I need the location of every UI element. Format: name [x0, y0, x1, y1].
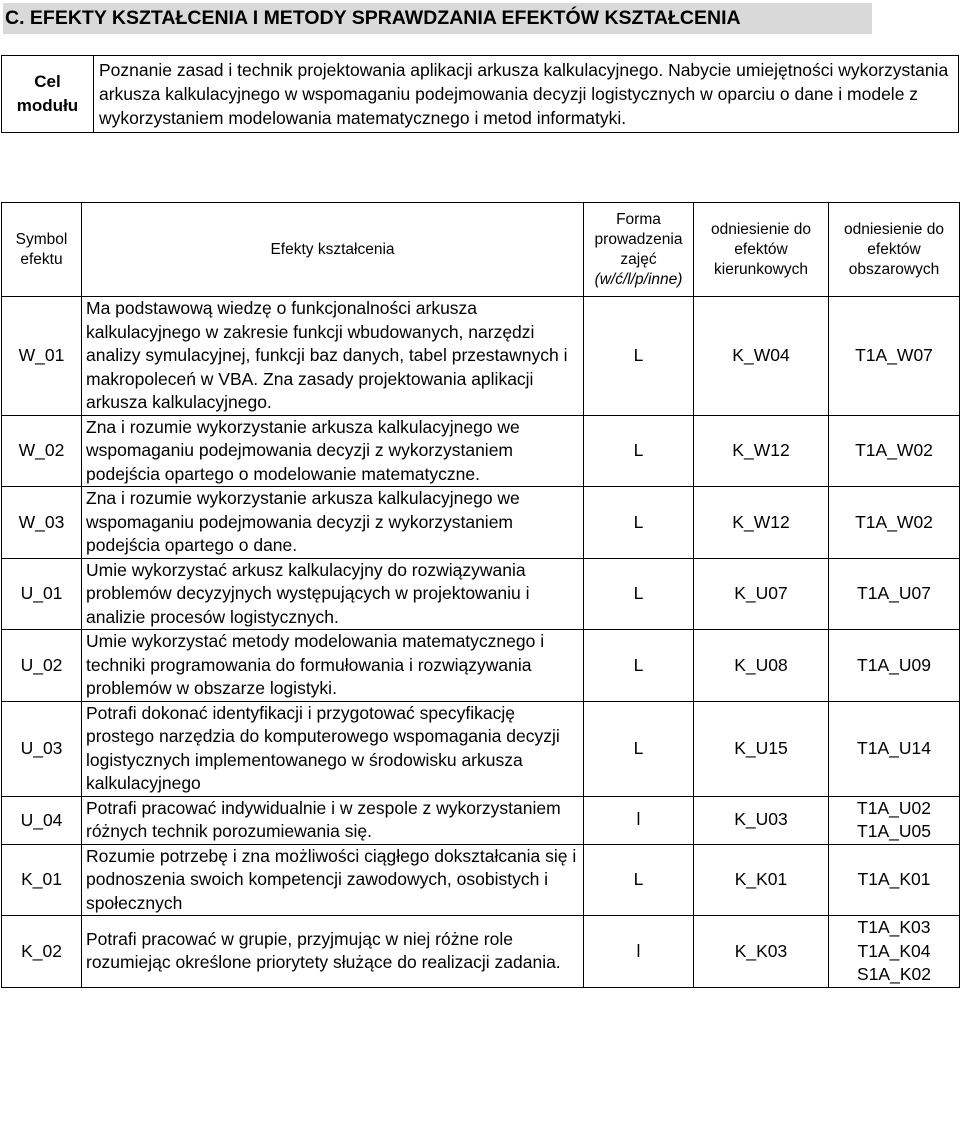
symbol-cell: U_01	[2, 558, 82, 630]
efekty-table	[1, 202, 960, 988]
header-efekty: Efekty kształcenia	[82, 203, 584, 297]
forma-cell: l	[584, 916, 694, 988]
kierunkowe-cell: K_W12	[694, 415, 829, 487]
kierunkowe-cell: K_W12	[694, 487, 829, 559]
table-row	[2, 701, 960, 796]
obszarowe-cell: T1A_U02 T1A_U05	[829, 796, 960, 844]
kierunkowe-cell: K_K01	[694, 844, 829, 916]
forma-cell: l	[584, 796, 694, 844]
desc-cell: Ma podstawową wiedzę o funkcjonalności arkusza kalkulacyjnego w zakresie funkcji wbudowanych, narzędzi analizy symulacyjnej, funkcji baz danych, tabel przestawnych i makropoleceń w VBA. Zna zasady projektowania aplikacji arkusza kalkulacyjnego.	[82, 297, 584, 416]
desc-cell: Rozumie potrzebę i zna możliwości ciągłego dokształcania się i podnoszenia swoich kompetencji zawodowych, osobistych i społecznych	[82, 844, 584, 916]
symbol-cell: W_02	[2, 415, 82, 487]
cel-modulu-table	[1, 55, 959, 133]
table-row	[2, 297, 960, 416]
section-heading: C. EFEKTY KSZTAŁCENIA I METODY SPRAWDZANIA EFEKTÓW KSZTAŁCENIA	[3, 3, 872, 34]
obszarowe-cell: T1A_U09	[829, 630, 960, 702]
symbol-cell: K_02	[2, 916, 82, 988]
desc-cell: Potrafi pracować w grupie, przyjmując w niej różne role rozumiejąc określone priorytety służące do realizacji zadania.	[82, 916, 584, 988]
desc-cell: Potrafi pracować indywidualnie i w zespole z wykorzystaniem różnych technik porozumiewania się.	[82, 796, 584, 844]
header-obszarowe: odniesienie do efektów obszarowych	[829, 203, 960, 297]
table-row	[2, 415, 960, 487]
table-row	[2, 916, 960, 988]
obszarowe-cell: T1A_W07	[829, 297, 960, 416]
forma-cell: L	[584, 297, 694, 416]
cel-modulu-row	[2, 56, 959, 133]
desc-cell: Umie wykorzystać arkusz kalkulacyjny do rozwiązywania problemów decyzyjnych występujących w projektowaniu i analizie procesów logistycznych.	[82, 558, 584, 630]
obszarowe-cell: T1A_W02	[829, 487, 960, 559]
efekty-header-row	[2, 203, 960, 297]
desc-cell: Zna i rozumie wykorzystanie arkusza kalkulacyjnego we wspomaganiu podejmowania decyzji z wykorzystaniem podejścia opartego o modelowanie matematyczne.	[82, 415, 584, 487]
cel-modulu-text: Poznanie zasad i technik projektowania aplikacji arkusza kalkulacyjnego. Nabycie umiejętności wykorzystania arkusza kalkulacyjnego w wspomaganiu podejmowania decyzji logistycznych w oparciu o dane i modele z wykorzystaniem modelowania matematycznego i metod informatyki.	[94, 56, 959, 133]
obszarowe-cell: T1A_W02	[829, 415, 960, 487]
desc-cell: Zna i rozumie wykorzystanie arkusza kalkulacyjnego we wspomaganiu podejmowania decyzji z wykorzystaniem podejścia opartego o dane.	[82, 487, 584, 559]
kierunkowe-cell: K_W04	[694, 297, 829, 416]
table-row	[2, 558, 960, 630]
symbol-cell: U_04	[2, 796, 82, 844]
obszarowe-cell: T1A_U14	[829, 701, 960, 796]
kierunkowe-cell: K_U15	[694, 701, 829, 796]
kierunkowe-cell: K_U08	[694, 630, 829, 702]
table-row	[2, 796, 960, 844]
efekty-body	[2, 297, 960, 988]
header-kierunkowe: odniesienie do efektów kierunkowych	[694, 203, 829, 297]
forma-cell: L	[584, 844, 694, 916]
forma-cell: L	[584, 630, 694, 702]
table-row	[2, 844, 960, 916]
symbol-cell: W_01	[2, 297, 82, 416]
desc-cell: Umie wykorzystać metody modelowania matematycznego i techniki programowania do formułowania i rozwiązywania problemów w obszarze logistyki.	[82, 630, 584, 702]
forma-cell: L	[584, 558, 694, 630]
header-symbol: Symbol efektu	[2, 203, 82, 297]
obszarowe-cell: T1A_U07	[829, 558, 960, 630]
desc-cell: Potrafi dokonać identyfikacji i przygotować specyfikację prostego narzędzia do komputerowego wspomagania decyzji logistycznych implementowanego w środowisku arkusza kalkulacyjnego	[82, 701, 584, 796]
kierunkowe-cell: K_U07	[694, 558, 829, 630]
header-forma: Forma prowadzenia zajęć (w/ć/l/p/inne)	[584, 203, 694, 297]
forma-cell: L	[584, 487, 694, 559]
obszarowe-cell: T1A_K03 T1A_K04 S1A_K02	[829, 916, 960, 988]
symbol-cell: U_02	[2, 630, 82, 702]
kierunkowe-cell: K_U03	[694, 796, 829, 844]
symbol-cell: W_03	[2, 487, 82, 559]
cel-modulu-label: Cel modułu	[2, 56, 94, 133]
kierunkowe-cell: K_K03	[694, 916, 829, 988]
table-row	[2, 630, 960, 702]
symbol-cell: K_01	[2, 844, 82, 916]
forma-cell: L	[584, 415, 694, 487]
obszarowe-cell: T1A_K01	[829, 844, 960, 916]
table-row	[2, 487, 960, 559]
forma-cell: L	[584, 701, 694, 796]
symbol-cell: U_03	[2, 701, 82, 796]
